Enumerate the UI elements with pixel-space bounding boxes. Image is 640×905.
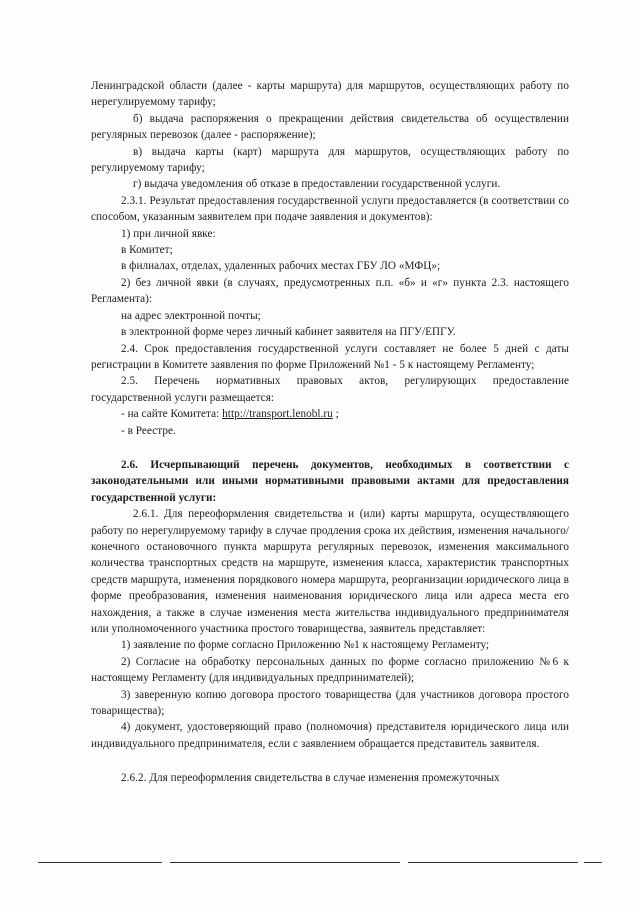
list-item: в электронной форме через личный кабинет заявителя на ПГУ/ЕПГУ.: [121, 326, 456, 339]
list-item: 1) заявление по форме согласно Приложению №1 к настоящему Регламенту;: [121, 639, 490, 652]
scan-artifact-line: [38, 862, 162, 863]
list-item-b: б) выдача распоряжения о прекращении действия свидетельства об осуществлении регулярных перевозок (далее - распоряжение);: [91, 112, 569, 142]
section-2-3-1: 2.3.1. Результат предоставления государственной услуги предоставляется (в соответствии со способом, указанным заявителем при подаче заявления и документов):: [91, 194, 569, 224]
scan-artifact-line: [170, 862, 400, 863]
scan-artifact-line: [584, 862, 602, 863]
list-item: в Комитет;: [121, 244, 173, 257]
section-heading-2-6: 2.6. Исчерпывающий перечень документов, необходимых в соответствии с законодательными или иными нормативными правовыми актами для предоставления государственной услуги:: [91, 458, 569, 504]
list-item: на адрес электронной почты;: [121, 309, 261, 322]
scan-artifact-line: [408, 862, 578, 863]
list-item: - в Реестре.: [121, 424, 176, 437]
section-2-5: 2.5. Перечень нормативных правовых актов, регулирующих предоставление государственной услуги размещается:: [91, 375, 569, 404]
list-item: 3) заверенную копию договора простого товарищества (для участников договора простого товарищества);: [91, 688, 569, 718]
list-item: 4) документ, удостоверяющий право (полномочия) представителя юридического лица или индивидуального предпринимателя, если с заявлением обращается представитель заявителя.: [91, 721, 569, 750]
list-item-g: г) выдача уведомления об отказе в предоставлении государственной услуги.: [133, 178, 501, 191]
section-2-4: 2.4. Срок предоставления государственной услуги составляет не более 5 дней с даты регистрации в Комитете заявления по форме Приложений №1 - 5 к настоящему Регламенту;: [91, 342, 569, 371]
list-item: 1) при личной явке:: [121, 227, 216, 240]
list-item: 2) Согласие на обработку персональных данных по форме согласно приложению №6 к настоящему Регламенту (для индивидуальных предпринимателей);: [91, 655, 569, 685]
section-2-6-1: 2.6.1. Для переоформления свидетельства и (или) карты маршрута, осуществляющего работу по нерегулируемому тарифу в случае продления срока их действия, изменения начального/конечного остановочного пункта маршрута регулярных перевозок, изменения максимального количества транспортных средств на маршруте, изменения класса, характеристик транспортных средств маршрута, изменения порядкового номера маршрута, реорганизации юридического лица в форме преобразования, изменения наименования юридического лица или адреса места его нахождения, а также в случае изменения места жительства индивидуального предпринимателя или уполномоченного участника простого товарищества, заявитель представляет:: [91, 508, 569, 635]
paragraph: Ленинградской области (далее - карты маршрута) для маршрутов, осуществляющих работу по нерегулируемому тарифу;: [91, 80, 569, 109]
site-suffix: ;: [332, 408, 339, 421]
list-item-v: в) выдача карты (карт) маршрута для маршрутов, осуществляющих работу по регулируемому тарифу;: [91, 145, 569, 175]
list-item: в филиалах, отделах, удаленных рабочих местах ГБУ ЛО «МФЦ»;: [121, 260, 441, 273]
site-line: [91, 406, 569, 422]
document-body: [91, 78, 569, 787]
site-prefix: - на сайте Комитета:: [121, 408, 223, 421]
list-item: 2) без личной явки (в случаях, предусмотренных п.п. «б» и «г» пункта 2.3. настоящего Регламента):: [91, 276, 569, 306]
committee-site-link[interactable]: http://transport.lenobl.ru: [222, 408, 333, 421]
section-2-6-2: 2.6.2. Для переоформления свидетельства в случае изменения промежуточных: [121, 772, 500, 785]
